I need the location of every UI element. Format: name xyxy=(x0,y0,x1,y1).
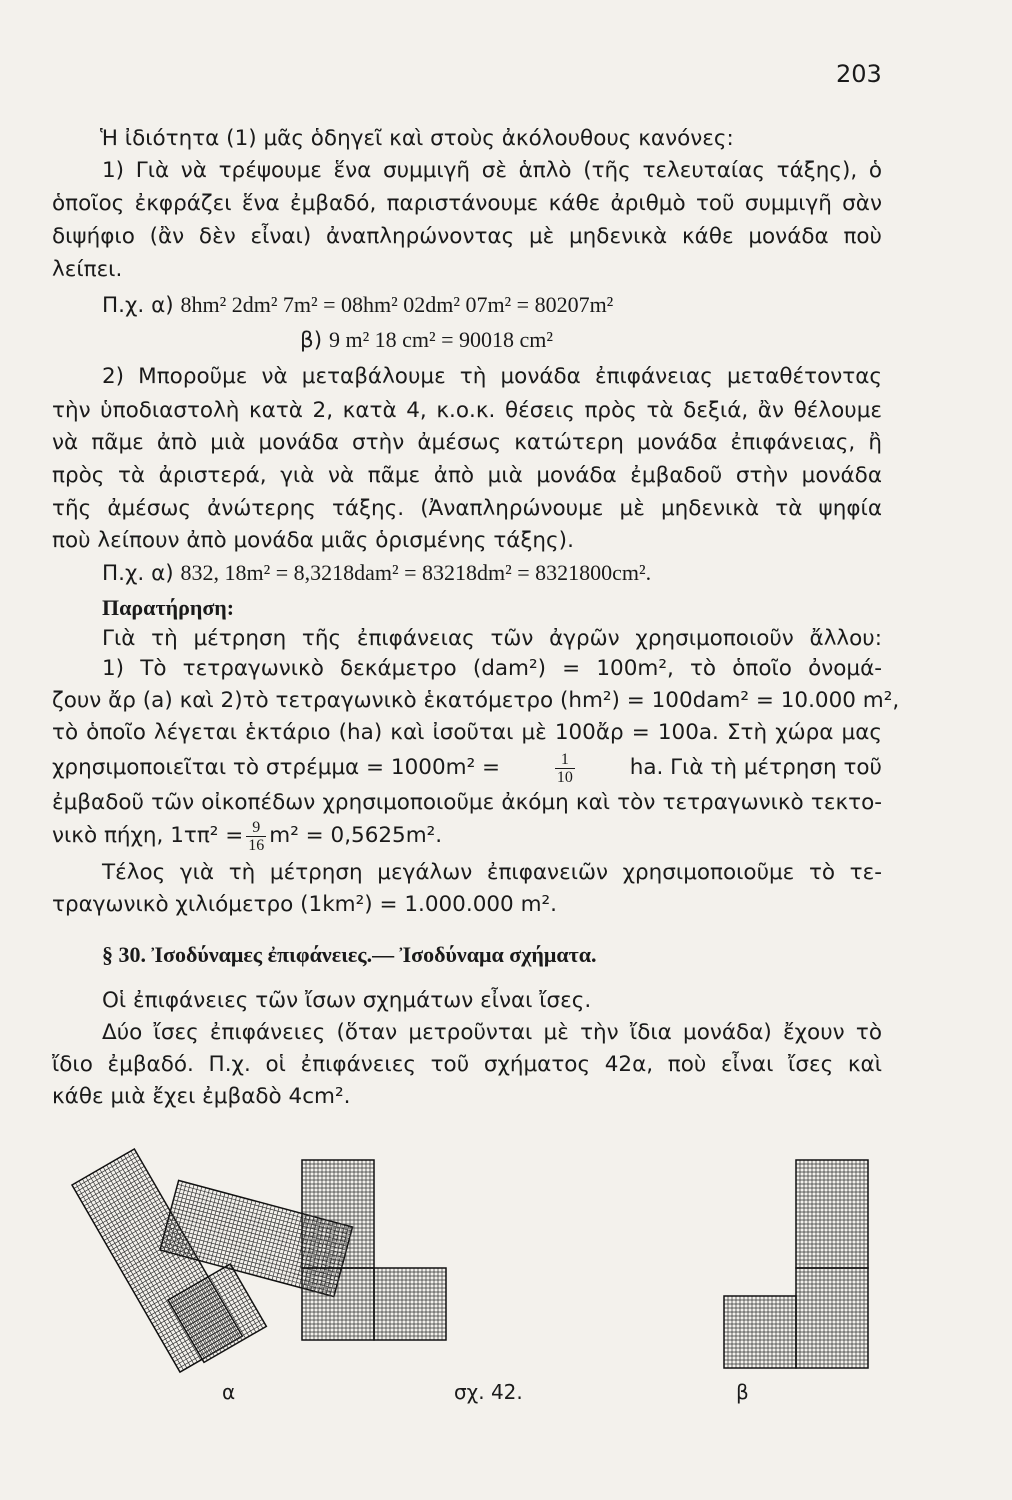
grid-rectangle xyxy=(796,1268,868,1368)
grid-rectangle xyxy=(72,1149,242,1372)
text-segment: m² = 0,5625m². xyxy=(269,823,443,848)
figure-label-b: β xyxy=(736,1380,749,1404)
paragraph-line: Δύο ἴσες ἐπιφάνειες (ὅταν μετροῦνται μὲ τὴν ἴδια μονάδα) ἔχουν τὸ xyxy=(102,1020,882,1045)
paragraph-line: ποὺ λείπουν ἀπὸ μονάδα μιᾶς ὁρισμένης τάξης). xyxy=(52,528,574,553)
example-formula: 9 m² 18 cm² = 90018 cm² xyxy=(328,327,554,352)
paragraph-line: πρὸς τὰ ἀριστερά, γιὰ νὰ πᾶμε ἀπὸ μιὰ μονάδα ἐμβαδοῦ στὴν μονάδα xyxy=(52,463,882,488)
page-number: 203 xyxy=(836,60,882,88)
text-segment: νικὸ πήχη, 1τπ² = xyxy=(52,823,244,848)
paragraph-line: τὴν ὑποδιαστολὴ κατὰ 2, κατὰ 4, κ.ο.κ. θέσεις πρὸς τὰ δεξιά, ἂν θέλουμε xyxy=(52,398,882,423)
paragraph-line: τὸ ὁποῖο λέγεται ἑκτάριο (ha) καὶ ἰσοῦται μὲ 100ἄρ = 100a. Στὴ χώρα μας xyxy=(52,720,882,745)
grid-rectangle xyxy=(302,1160,374,1268)
fraction-denominator: 10 xyxy=(556,768,573,786)
paragraph-line: 1) Γιὰ νὰ τρέψουμε ἕνα συμμιγῆ σὲ ἁπλὸ (τῆς τελευταίας τάξης), ὁ xyxy=(102,158,882,183)
grid-rectangle xyxy=(796,1160,868,1268)
paragraph-line: Τέλος γιὰ τὴ μέτρηση μεγάλων ἐπιφανειῶν χρησιμοποιοῦμε τὸ τε- xyxy=(102,860,882,885)
example-formula: 832, 18m² = 8,3218dam² = 83218dm² = 8321800cm². xyxy=(180,560,652,585)
paragraph-line: ἴδιο ἐμβαδό. Π.χ. οἱ ἐπιφάνειες τοῦ σχήματος 42α, ποὺ εἶναι ἴσες καὶ xyxy=(52,1052,882,1077)
grid-square xyxy=(724,1296,796,1368)
paragraph-line: Ἡ ἰδιότητα (1) μᾶς ὁδηγεῖ καὶ στοὺς ἀκόλουθους κανόνες: xyxy=(100,126,734,151)
paragraph-line: τῆς ἀμέσως ἀνώτερης τάξης. (Ἀναπληρώνουμε μὲ μηδενικὰ τὰ ψηφία xyxy=(52,496,882,521)
section-heading: § 30. Ἰσοδύναμες ἐπιφάνειες.— Ἰσοδύναμα σχήματα. xyxy=(102,942,597,967)
paragraph-line: τραγωνικὸ χιλιόμετρο (1km²) = 1.000.000 m². xyxy=(52,892,557,917)
figure-label-a: α xyxy=(222,1380,236,1404)
grid-square xyxy=(374,1268,446,1340)
figure-caption: σχ. 42. xyxy=(454,1380,523,1404)
paragraph-line: διψήφιο (ἂν δὲν εἶναι) ἀναπληρώνοντας μὲ μηδενικὰ κάθε μονάδα ποὺ xyxy=(52,224,882,249)
paragraph-line: λείπει. xyxy=(52,257,123,282)
example-label: β) xyxy=(300,328,323,353)
text-segment: ha. Γιὰ τὴ μέτρηση τοῦ xyxy=(629,755,882,780)
text-segment: χρησιμοποιεῖται τὸ στρέμμα = 1000m² = xyxy=(52,755,501,780)
paragraph-line: 1) Τὸ τετραγωνικὸ δεκάμετρο (dam²) = 100m², τὸ ὁποῖο ὀνομά- xyxy=(102,656,882,681)
paragraph-line: ζουν ἄρ (a) καὶ 2)τὸ τετραγωνικὸ ἑκατόμετρο (hm²) = 100dam² = 10.000 m², xyxy=(52,688,900,713)
paragraph-line: ἐμβαδοῦ τῶν οἰκοπέδων χρησιμοποιοῦμε ἀκόμη καὶ τὸν τετραγωνικὸ τεκτο- xyxy=(52,790,882,815)
paragraph-line: κάθε μιὰ ἔχει ἐμβαδὸ 4cm². xyxy=(52,1084,351,1109)
example-label: Π.χ. α) xyxy=(102,293,174,318)
fraction-denominator: 16 xyxy=(248,836,265,854)
example-label: Π.χ. α) xyxy=(102,561,174,586)
paragraph-line: νὰ πᾶμε ἀπὸ μιὰ μονάδα στὴν ἀμέσως κατώτερη μονάδα ἐπιφάνειας, ἢ xyxy=(52,430,882,455)
paragraph-line: Γιὰ τὴ μέτρηση τῆς ἐπιφάνειας τῶν ἀγρῶν χρησιμοποιοῦν ἄλλου: xyxy=(102,626,882,651)
section-heading-remark: Παρατήρηση: xyxy=(102,595,235,620)
paragraph-line: ὁποῖος ἐκφράζει ἕνα ἐμβαδό, παριστάνουμε κάθε ἀριθμὸ τοῦ συμμιγῆ σὰν xyxy=(52,191,882,216)
paragraph-line: Οἱ ἐπιφάνειες τῶν ἴσων σχημάτων εἶναι ἴσες. xyxy=(102,988,592,1013)
paragraph-line: 2) Μποροῦμε νὰ μεταβάλουμε τὴ μονάδα ἐπιφάνειας μεταθέτοντας xyxy=(102,364,882,389)
fraction-numerator: 1 xyxy=(555,751,575,769)
fraction-numerator: 9 xyxy=(246,819,266,837)
example-formula: 8hm² 2dm² 7m² = 08hm² 02dm² 07m² = 80207m² xyxy=(180,292,614,317)
